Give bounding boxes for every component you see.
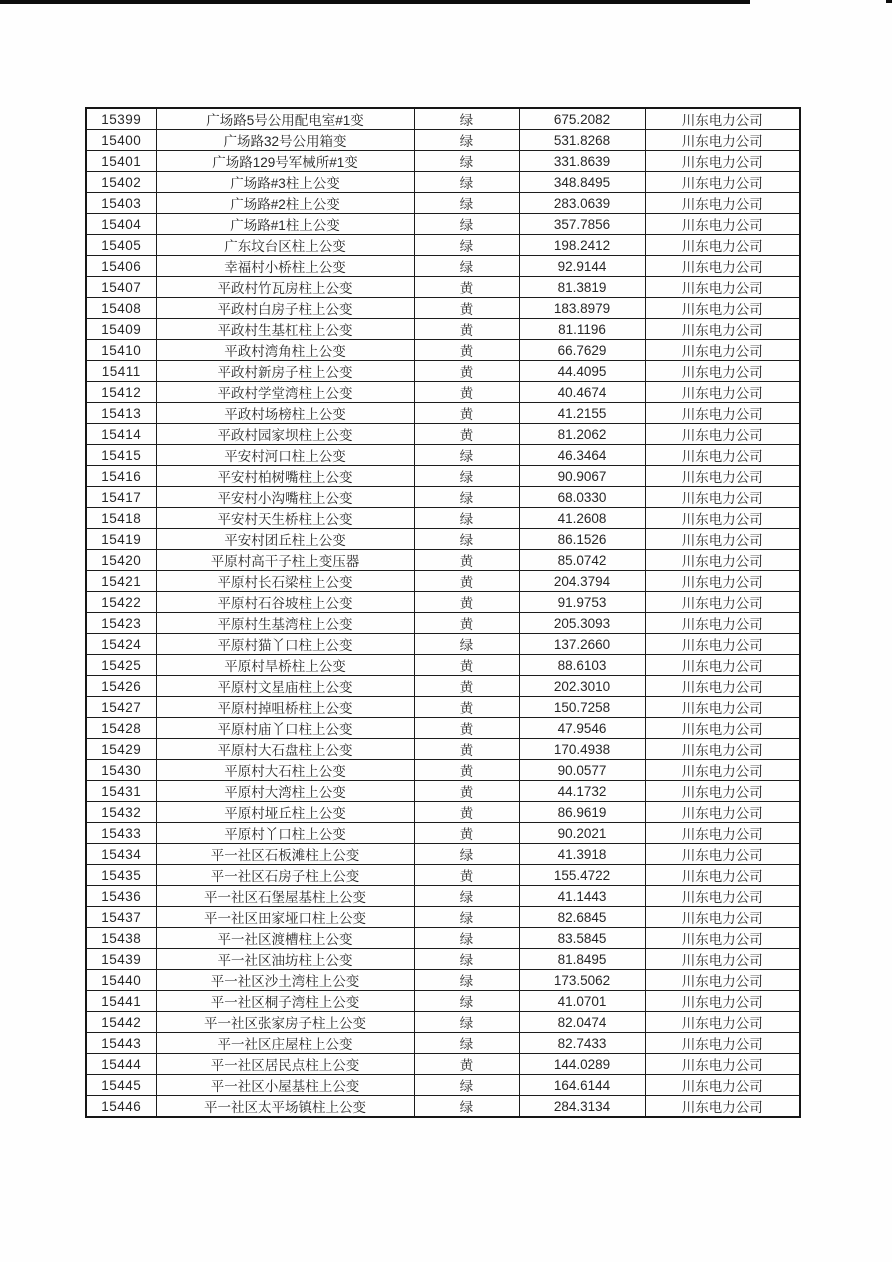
cell-status-color: 黄: [414, 424, 519, 445]
table-row: [86, 1075, 800, 1096]
cell-company-name: 川东电力公司: [645, 844, 800, 865]
table-row: [86, 781, 800, 802]
top-right-border-fragment: [886, 0, 892, 3]
cell-load-value: 150.7258: [519, 697, 645, 718]
cell-company-name: 川东电力公司: [645, 907, 800, 928]
cell-status-color: 绿: [414, 1012, 519, 1033]
cell-record-id: 15417: [86, 487, 156, 508]
cell-transformer-name: 平安村柏树嘴柱上公变: [156, 466, 414, 487]
table-row: [86, 634, 800, 655]
cell-company-name: 川东电力公司: [645, 1075, 800, 1096]
cell-record-id: 15418: [86, 508, 156, 529]
cell-record-id: 15400: [86, 130, 156, 151]
cell-status-color: 绿: [414, 886, 519, 907]
cell-status-color: 绿: [414, 193, 519, 214]
cell-company-name: 川东电力公司: [645, 571, 800, 592]
cell-transformer-name: 幸福村小桥柱上公变: [156, 256, 414, 277]
cell-record-id: 15440: [86, 970, 156, 991]
cell-company-name: 川东电力公司: [645, 361, 800, 382]
cell-load-value: 283.0639: [519, 193, 645, 214]
cell-company-name: 川东电力公司: [645, 424, 800, 445]
cell-load-value: 44.1732: [519, 781, 645, 802]
table-row: [86, 592, 800, 613]
table-row: [86, 1054, 800, 1075]
cell-transformer-name: 平安村小沟嘴柱上公变: [156, 487, 414, 508]
table-row: [86, 361, 800, 382]
cell-record-id: 15430: [86, 760, 156, 781]
cell-transformer-name: 平原村旱桥柱上公变: [156, 655, 414, 676]
cell-record-id: 15422: [86, 592, 156, 613]
cell-record-id: 15444: [86, 1054, 156, 1075]
cell-transformer-name: 平原村生基湾柱上公变: [156, 613, 414, 634]
cell-record-id: 15420: [86, 550, 156, 571]
cell-status-color: 黄: [414, 403, 519, 424]
cell-status-color: 黄: [414, 361, 519, 382]
cell-load-value: 348.8495: [519, 172, 645, 193]
cell-status-color: 黄: [414, 697, 519, 718]
cell-company-name: 川东电力公司: [645, 1054, 800, 1075]
table-row: [86, 907, 800, 928]
table-row: [86, 1033, 800, 1054]
cell-transformer-name: 平政村场榜柱上公变: [156, 403, 414, 424]
table-row: [86, 445, 800, 466]
cell-transformer-name: 平一社区桐子湾柱上公变: [156, 991, 414, 1012]
cell-company-name: 川东电力公司: [645, 487, 800, 508]
cell-load-value: 66.7629: [519, 340, 645, 361]
table-row: [86, 886, 800, 907]
cell-status-color: 绿: [414, 214, 519, 235]
cell-transformer-name: 平政村新房子柱上公变: [156, 361, 414, 382]
cell-load-value: 137.2660: [519, 634, 645, 655]
top-edge-border-artifact: [0, 0, 750, 4]
cell-status-color: 绿: [414, 151, 519, 172]
cell-company-name: 川东电力公司: [645, 277, 800, 298]
table-row: [86, 655, 800, 676]
table-row: [86, 382, 800, 403]
cell-company-name: 川东电力公司: [645, 298, 800, 319]
cell-transformer-name: 平政村湾角柱上公变: [156, 340, 414, 361]
table-row: [86, 550, 800, 571]
cell-load-value: 68.0330: [519, 487, 645, 508]
table-row: [86, 823, 800, 844]
cell-load-value: 41.2155: [519, 403, 645, 424]
cell-company-name: 川东电力公司: [645, 718, 800, 739]
cell-transformer-name: 广场路#3柱上公变: [156, 172, 414, 193]
cell-transformer-name: 平安村河口柱上公变: [156, 445, 414, 466]
table-row: [86, 108, 800, 130]
transformer-records-table: [85, 107, 801, 1118]
cell-record-id: 15443: [86, 1033, 156, 1054]
cell-record-id: 15413: [86, 403, 156, 424]
table-row: [86, 487, 800, 508]
table-row: [86, 508, 800, 529]
cell-record-id: 15433: [86, 823, 156, 844]
cell-status-color: 黄: [414, 1054, 519, 1075]
cell-load-value: 88.6103: [519, 655, 645, 676]
cell-record-id: 15407: [86, 277, 156, 298]
table-row: [86, 949, 800, 970]
cell-status-color: 绿: [414, 445, 519, 466]
table-row: [86, 193, 800, 214]
cell-transformer-name: 平原村大湾柱上公变: [156, 781, 414, 802]
cell-transformer-name: 平一社区石板滩柱上公变: [156, 844, 414, 865]
cell-status-color: 绿: [414, 1075, 519, 1096]
cell-record-id: 15415: [86, 445, 156, 466]
cell-record-id: 15446: [86, 1096, 156, 1118]
cell-record-id: 15405: [86, 235, 156, 256]
cell-transformer-name: 平原村猫丫口柱上公变: [156, 634, 414, 655]
cell-load-value: 82.6845: [519, 907, 645, 928]
cell-company-name: 川东电力公司: [645, 193, 800, 214]
cell-company-name: 川东电力公司: [645, 466, 800, 487]
cell-record-id: 15404: [86, 214, 156, 235]
table-row: [86, 235, 800, 256]
table-row: [86, 928, 800, 949]
cell-status-color: 绿: [414, 634, 519, 655]
cell-status-color: 绿: [414, 907, 519, 928]
table-row: [86, 214, 800, 235]
cell-company-name: 川东电力公司: [645, 151, 800, 172]
cell-company-name: 川东电力公司: [645, 991, 800, 1012]
table-row: [86, 529, 800, 550]
cell-company-name: 川东电力公司: [645, 172, 800, 193]
cell-load-value: 41.2608: [519, 508, 645, 529]
table-row: [86, 1012, 800, 1033]
cell-company-name: 川东电力公司: [645, 760, 800, 781]
cell-transformer-name: 广场路129号军械所#1变: [156, 151, 414, 172]
cell-company-name: 川东电力公司: [645, 382, 800, 403]
cell-record-id: 15445: [86, 1075, 156, 1096]
cell-record-id: 15427: [86, 697, 156, 718]
cell-load-value: 198.2412: [519, 235, 645, 256]
cell-load-value: 90.0577: [519, 760, 645, 781]
cell-status-color: 黄: [414, 655, 519, 676]
cell-transformer-name: 平原村垭丘柱上公变: [156, 802, 414, 823]
cell-company-name: 川东电力公司: [645, 886, 800, 907]
cell-transformer-name: 平一社区小屋基柱上公变: [156, 1075, 414, 1096]
table-row: [86, 718, 800, 739]
cell-transformer-name: 平政村白房子柱上公变: [156, 298, 414, 319]
cell-company-name: 川东电力公司: [645, 256, 800, 277]
cell-load-value: 144.0289: [519, 1054, 645, 1075]
cell-company-name: 川东电力公司: [645, 1096, 800, 1118]
cell-company-name: 川东电力公司: [645, 445, 800, 466]
cell-load-value: 675.2082: [519, 108, 645, 130]
cell-record-id: 15426: [86, 676, 156, 697]
cell-company-name: 川东电力公司: [645, 802, 800, 823]
cell-status-color: 黄: [414, 718, 519, 739]
cell-load-value: 81.8495: [519, 949, 645, 970]
cell-load-value: 284.3134: [519, 1096, 645, 1118]
cell-record-id: 15414: [86, 424, 156, 445]
cell-load-value: 86.1526: [519, 529, 645, 550]
cell-record-id: 15416: [86, 466, 156, 487]
cell-load-value: 81.2062: [519, 424, 645, 445]
table-row: [86, 298, 800, 319]
cell-transformer-name: 平原村石谷坡柱上公变: [156, 592, 414, 613]
cell-transformer-name: 广场路#2柱上公变: [156, 193, 414, 214]
cell-load-value: 91.9753: [519, 592, 645, 613]
cell-status-color: 绿: [414, 1096, 519, 1118]
cell-company-name: 川东电力公司: [645, 655, 800, 676]
cell-company-name: 川东电力公司: [645, 1033, 800, 1054]
cell-company-name: 川东电力公司: [645, 529, 800, 550]
cell-record-id: 15409: [86, 319, 156, 340]
cell-record-id: 15431: [86, 781, 156, 802]
cell-company-name: 川东电力公司: [645, 949, 800, 970]
cell-company-name: 川东电力公司: [645, 634, 800, 655]
cell-company-name: 川东电力公司: [645, 550, 800, 571]
cell-load-value: 170.4938: [519, 739, 645, 760]
cell-transformer-name: 平原村庙丫口柱上公变: [156, 718, 414, 739]
cell-record-id: 15424: [86, 634, 156, 655]
cell-load-value: 81.1196: [519, 319, 645, 340]
cell-status-color: 绿: [414, 108, 519, 130]
cell-company-name: 川东电力公司: [645, 865, 800, 886]
cell-company-name: 川东电力公司: [645, 340, 800, 361]
table-row: [86, 802, 800, 823]
cell-status-color: 黄: [414, 823, 519, 844]
cell-status-color: 黄: [414, 739, 519, 760]
cell-transformer-name: 平原村高干子柱上变压器: [156, 550, 414, 571]
cell-status-color: 黄: [414, 319, 519, 340]
cell-load-value: 92.9144: [519, 256, 645, 277]
cell-status-color: 绿: [414, 466, 519, 487]
cell-status-color: 黄: [414, 340, 519, 361]
cell-transformer-name: 平政村竹瓦房柱上公变: [156, 277, 414, 298]
cell-transformer-name: 平原村大石柱上公变: [156, 760, 414, 781]
table-row: [86, 613, 800, 634]
cell-transformer-name: 平政村园家坝柱上公变: [156, 424, 414, 445]
cell-record-id: 15425: [86, 655, 156, 676]
cell-record-id: 15412: [86, 382, 156, 403]
cell-transformer-name: 平安村天生桥柱上公变: [156, 508, 414, 529]
cell-status-color: 黄: [414, 298, 519, 319]
cell-load-value: 357.7856: [519, 214, 645, 235]
table-row: [86, 991, 800, 1012]
table-row: [86, 256, 800, 277]
cell-load-value: 90.9067: [519, 466, 645, 487]
cell-company-name: 川东电力公司: [645, 928, 800, 949]
cell-status-color: 绿: [414, 844, 519, 865]
cell-load-value: 82.0474: [519, 1012, 645, 1033]
cell-load-value: 205.3093: [519, 613, 645, 634]
cell-load-value: 183.8979: [519, 298, 645, 319]
table-row: [86, 571, 800, 592]
cell-record-id: 15429: [86, 739, 156, 760]
cell-transformer-name: 广场路5号公用配电室#1变: [156, 108, 414, 130]
cell-record-id: 15442: [86, 1012, 156, 1033]
cell-load-value: 164.6144: [519, 1075, 645, 1096]
cell-transformer-name: 平安村团丘柱上公变: [156, 529, 414, 550]
cell-company-name: 川东电力公司: [645, 970, 800, 991]
cell-company-name: 川东电力公司: [645, 235, 800, 256]
cell-record-id: 15410: [86, 340, 156, 361]
cell-load-value: 41.3918: [519, 844, 645, 865]
cell-transformer-name: 平原村文星庙柱上公变: [156, 676, 414, 697]
cell-transformer-name: 平一社区张家房子柱上公变: [156, 1012, 414, 1033]
cell-status-color: 黄: [414, 781, 519, 802]
cell-status-color: 绿: [414, 256, 519, 277]
cell-record-id: 15428: [86, 718, 156, 739]
table-body: [86, 108, 800, 1117]
table-row: [86, 1096, 800, 1118]
cell-transformer-name: 平原村大石盘柱上公变: [156, 739, 414, 760]
table-row: [86, 403, 800, 424]
cell-status-color: 绿: [414, 949, 519, 970]
cell-load-value: 81.3819: [519, 277, 645, 298]
cell-company-name: 川东电力公司: [645, 781, 800, 802]
cell-load-value: 90.2021: [519, 823, 645, 844]
cell-transformer-name: 平原村掉咀桥柱上公变: [156, 697, 414, 718]
cell-load-value: 86.9619: [519, 802, 645, 823]
table-row: [86, 844, 800, 865]
cell-status-color: 绿: [414, 172, 519, 193]
cell-load-value: 204.3794: [519, 571, 645, 592]
cell-transformer-name: 广场路32号公用箱变: [156, 130, 414, 151]
table-row: [86, 172, 800, 193]
cell-company-name: 川东电力公司: [645, 697, 800, 718]
cell-company-name: 川东电力公司: [645, 403, 800, 424]
table-row: [86, 676, 800, 697]
cell-transformer-name: 平一社区沙土湾柱上公变: [156, 970, 414, 991]
table-row: [86, 760, 800, 781]
cell-transformer-name: 广东坟台区柱上公变: [156, 235, 414, 256]
cell-status-color: 绿: [414, 487, 519, 508]
cell-record-id: 15406: [86, 256, 156, 277]
cell-transformer-name: 平一社区居民点柱上公变: [156, 1054, 414, 1075]
cell-transformer-name: 平一社区庄屋柱上公变: [156, 1033, 414, 1054]
cell-company-name: 川东电力公司: [645, 508, 800, 529]
cell-status-color: 黄: [414, 802, 519, 823]
cell-status-color: 黄: [414, 382, 519, 403]
cell-transformer-name: 平一社区渡槽柱上公变: [156, 928, 414, 949]
cell-load-value: 331.8639: [519, 151, 645, 172]
cell-record-id: 15399: [86, 108, 156, 130]
cell-load-value: 202.3010: [519, 676, 645, 697]
cell-status-color: 绿: [414, 529, 519, 550]
cell-transformer-name: 平原村长石梁柱上公变: [156, 571, 414, 592]
cell-status-color: 绿: [414, 928, 519, 949]
cell-company-name: 川东电力公司: [645, 613, 800, 634]
table-row: [86, 970, 800, 991]
table-row: [86, 739, 800, 760]
cell-transformer-name: 平一社区油坊柱上公变: [156, 949, 414, 970]
cell-transformer-name: 平政村学堂湾柱上公变: [156, 382, 414, 403]
cell-transformer-name: 平一社区石房子柱上公变: [156, 865, 414, 886]
cell-record-id: 15432: [86, 802, 156, 823]
cell-status-color: 绿: [414, 991, 519, 1012]
cell-company-name: 川东电力公司: [645, 676, 800, 697]
cell-record-id: 15436: [86, 886, 156, 907]
table-row: [86, 130, 800, 151]
cell-status-color: 绿: [414, 1033, 519, 1054]
cell-company-name: 川东电力公司: [645, 739, 800, 760]
cell-record-id: 15411: [86, 361, 156, 382]
cell-record-id: 15423: [86, 613, 156, 634]
cell-status-color: 黄: [414, 277, 519, 298]
cell-status-color: 绿: [414, 508, 519, 529]
cell-status-color: 黄: [414, 592, 519, 613]
table-row: [86, 340, 800, 361]
cell-company-name: 川东电力公司: [645, 1012, 800, 1033]
cell-transformer-name: 广场路#1柱上公变: [156, 214, 414, 235]
cell-record-id: 15441: [86, 991, 156, 1012]
cell-record-id: 15408: [86, 298, 156, 319]
cell-company-name: 川东电力公司: [645, 108, 800, 130]
cell-status-color: 绿: [414, 130, 519, 151]
cell-company-name: 川东电力公司: [645, 214, 800, 235]
cell-transformer-name: 平一社区太平场镇柱上公变: [156, 1096, 414, 1118]
table-row: [86, 277, 800, 298]
cell-record-id: 15435: [86, 865, 156, 886]
cell-record-id: 15403: [86, 193, 156, 214]
cell-status-color: 黄: [414, 760, 519, 781]
cell-transformer-name: 平一社区石堡屋基柱上公变: [156, 886, 414, 907]
cell-status-color: 黄: [414, 613, 519, 634]
cell-record-id: 15401: [86, 151, 156, 172]
cell-record-id: 15419: [86, 529, 156, 550]
cell-transformer-name: 平政村生基杠柱上公变: [156, 319, 414, 340]
cell-record-id: 15421: [86, 571, 156, 592]
cell-company-name: 川东电力公司: [645, 319, 800, 340]
cell-load-value: 173.5062: [519, 970, 645, 991]
cell-status-color: 黄: [414, 550, 519, 571]
cell-transformer-name: 平一社区田家垭口柱上公变: [156, 907, 414, 928]
cell-load-value: 46.3464: [519, 445, 645, 466]
cell-status-color: 黄: [414, 865, 519, 886]
table-row: [86, 697, 800, 718]
cell-status-color: 黄: [414, 676, 519, 697]
cell-record-id: 15438: [86, 928, 156, 949]
table-row: [86, 865, 800, 886]
cell-load-value: 155.4722: [519, 865, 645, 886]
cell-load-value: 40.4674: [519, 382, 645, 403]
cell-record-id: 15434: [86, 844, 156, 865]
cell-company-name: 川东电力公司: [645, 130, 800, 151]
cell-transformer-name: 平原村丫口柱上公变: [156, 823, 414, 844]
cell-load-value: 83.5845: [519, 928, 645, 949]
cell-load-value: 82.7433: [519, 1033, 645, 1054]
table-row: [86, 466, 800, 487]
cell-load-value: 41.0701: [519, 991, 645, 1012]
cell-status-color: 绿: [414, 970, 519, 991]
cell-load-value: 85.0742: [519, 550, 645, 571]
cell-load-value: 41.1443: [519, 886, 645, 907]
cell-record-id: 15402: [86, 172, 156, 193]
cell-record-id: 15439: [86, 949, 156, 970]
cell-company-name: 川东电力公司: [645, 823, 800, 844]
cell-load-value: 44.4095: [519, 361, 645, 382]
cell-status-color: 黄: [414, 571, 519, 592]
cell-load-value: 47.9546: [519, 718, 645, 739]
table-row: [86, 151, 800, 172]
cell-record-id: 15437: [86, 907, 156, 928]
cell-load-value: 531.8268: [519, 130, 645, 151]
cell-status-color: 绿: [414, 235, 519, 256]
table-row: [86, 424, 800, 445]
table-row: [86, 319, 800, 340]
cell-company-name: 川东电力公司: [645, 592, 800, 613]
